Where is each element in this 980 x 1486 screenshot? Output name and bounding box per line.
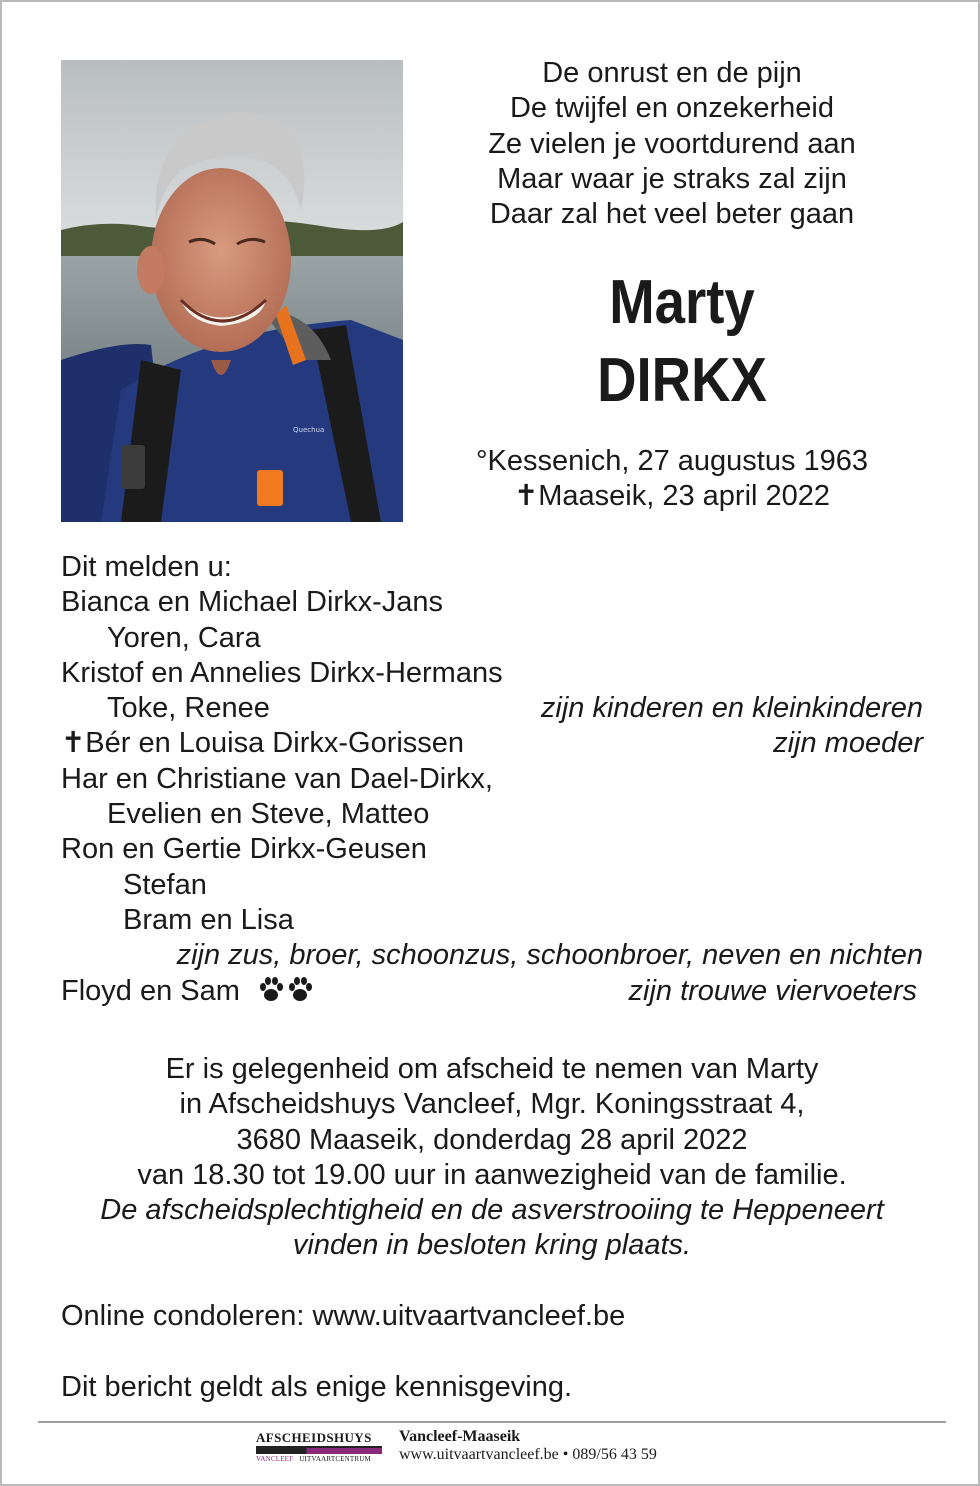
funeral-home-contact bbox=[399, 1428, 657, 1464]
jacket-brand-text: Quechua bbox=[293, 426, 325, 434]
farewell-info bbox=[32, 1052, 952, 1264]
family-row bbox=[61, 797, 923, 832]
paw-prints-icon bbox=[258, 977, 316, 1003]
family-name: Stefan bbox=[123, 868, 207, 901]
death-line: ✝Maaseik, 23 april 2022 bbox=[513, 480, 831, 512]
info-line: De afscheidsplechtigheid en de asverstrooiing te Heppeneert bbox=[100, 1194, 884, 1227]
family-row bbox=[61, 868, 923, 903]
funeral-home-contact-line: www.uitvaartvancleef.be • 089/56 43 59 bbox=[399, 1446, 657, 1463]
family-name: Floyd en Sam bbox=[61, 974, 240, 1007]
logo-title: AFSCHEIDSHUYS bbox=[256, 1430, 382, 1448]
first-name: Marty bbox=[609, 268, 755, 337]
funeral-home-logo bbox=[256, 1430, 382, 1464]
family-name: Ron en Gertie Dirkx-Geusen bbox=[61, 833, 427, 866]
relation-label: zijn moeder bbox=[773, 727, 923, 760]
poem-line: Daar zal het veel beter gaan bbox=[489, 198, 855, 231]
family-row bbox=[61, 974, 923, 1009]
poem-line: Ze vielen je voortdurend aan bbox=[488, 127, 856, 160]
logo-subtitle-b: UITVAARTCENTRUM bbox=[299, 1455, 371, 1463]
info-line: vinden in besloten kring plaats. bbox=[292, 1229, 692, 1262]
family-row bbox=[61, 621, 923, 656]
life-dates bbox=[422, 444, 922, 514]
family-row bbox=[61, 903, 923, 938]
family-row bbox=[61, 762, 923, 797]
family-name: Evelien en Steve, Matteo bbox=[107, 798, 430, 831]
poem bbox=[422, 56, 922, 232]
family-row bbox=[61, 691, 923, 726]
family-name: Bram en Lisa bbox=[123, 903, 294, 936]
relation-label: zijn trouwe viervoeters bbox=[628, 974, 917, 1007]
family-row bbox=[61, 832, 923, 867]
family-name: Har en Christiane van Dael-Dirkx, bbox=[61, 762, 493, 795]
deceased-name bbox=[453, 264, 911, 420]
last-name: DIRKX bbox=[597, 346, 767, 415]
family-row bbox=[61, 656, 923, 691]
info-line: in Afscheidshuys Vancleef, Mgr. Koningsstraat 4, bbox=[179, 1088, 805, 1121]
family-name: Yoren, Cara bbox=[107, 621, 261, 654]
birth-line: °Kessenich, 27 augustus 1963 bbox=[475, 445, 869, 477]
logo-subtitle bbox=[256, 1454, 382, 1464]
notice-line: Dit bericht geldt als enige kennisgeving. bbox=[61, 1371, 573, 1403]
logo-subtitle-a: VANCLEEF bbox=[256, 1455, 294, 1463]
pets-line bbox=[61, 974, 316, 1009]
family-name: ✝Bér en Louisa Dirkx-Gorissen bbox=[61, 727, 465, 760]
relation-label: zijn zus, broer, schoonzus, schoonbroer, neven en nichten bbox=[176, 939, 923, 972]
family-row bbox=[61, 585, 923, 620]
family-name: Kristof en Annelies Dirkx-Hermans bbox=[61, 656, 503, 689]
family-announcement bbox=[61, 550, 923, 1009]
announcement-intro: Dit melden u: bbox=[61, 551, 232, 583]
online-condolence: Online condoleren: www.uitvaartvancleef.be bbox=[61, 1300, 626, 1332]
footer-divider bbox=[38, 1421, 946, 1423]
poem-line: De twijfel en onzekerheid bbox=[509, 92, 834, 125]
family-name: Toke, Renee bbox=[107, 692, 270, 725]
family-row bbox=[61, 938, 923, 973]
info-line: 3680 Maaseik, donderdag 28 april 2022 bbox=[236, 1123, 748, 1156]
funeral-home-name: Vancleef-Maaseik bbox=[399, 1428, 521, 1445]
poem-line: Maar waar je straks zal zijn bbox=[497, 162, 847, 195]
poem-line: De onrust en de pijn bbox=[542, 57, 802, 89]
announcement-intro-row bbox=[61, 550, 923, 585]
info-line: Er is gelegenheid om afscheid te nemen van Marty bbox=[165, 1053, 819, 1085]
family-row bbox=[61, 726, 923, 761]
family-name: Bianca en Michael Dirkx-Jans bbox=[61, 586, 443, 619]
relation-label: zijn kinderen en kleinkinderen bbox=[540, 692, 923, 725]
info-line: van 18.30 tot 19.00 uur in aanwezigheid van de familie. bbox=[137, 1158, 847, 1191]
portrait-photo bbox=[61, 60, 403, 522]
